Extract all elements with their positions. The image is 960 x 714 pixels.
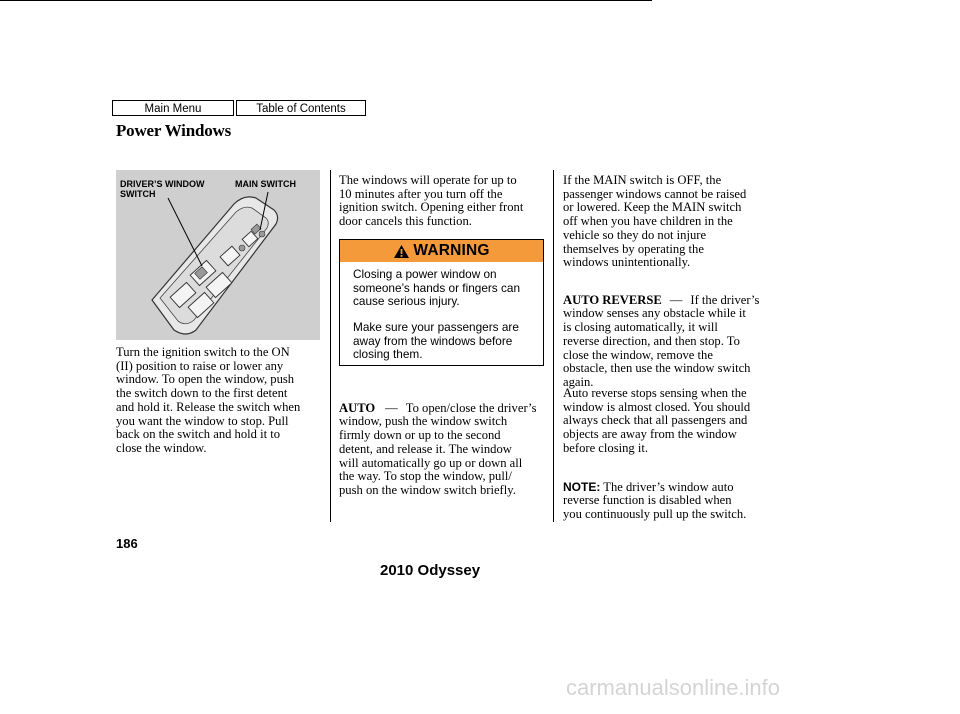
driver-window-switch-label: DRIVER’S WINDOW SWITCH (120, 179, 205, 199)
warning-text-passengers: Make sure your passengers are away from the windows before closing them. (353, 320, 519, 361)
title-rule (0, 0, 652, 1)
auto-reverse-sensing-paragraph: Auto reverse stops sensing when the window is almost closed. You should always check that all passengers and objects are away from the window before closing it. (563, 386, 751, 455)
door-panel-drawing (116, 170, 320, 340)
warning-header (340, 240, 543, 262)
warning-box (339, 239, 544, 366)
model-name: 2010 Odyssey (380, 562, 481, 579)
main-menu-button[interactable]: Main Menu (112, 100, 234, 116)
warning-text-injury: Closing a power window on someone’s hands or fingers can cause serious injury. (353, 267, 521, 308)
note-text: The driver’s window auto reverse function is disabled when you continuously pull up the switch. (563, 479, 747, 522)
auto-reverse-dash: — (669, 292, 683, 307)
column-divider-1 (330, 170, 331, 522)
page-title: Power Windows (116, 121, 232, 140)
operate-after-off-paragraph: The windows will operate for up to 10 minutes after you turn off the ignition switch. Opening either front door cancels this function. (339, 173, 524, 229)
auto-paragraph (339, 388, 551, 498)
watermark: carmanualsonline.info (566, 675, 781, 700)
window-switch-illustration (116, 170, 320, 340)
table-of-contents-button[interactable]: Table of Contents (236, 100, 366, 116)
auto-heading: AUTO (339, 400, 376, 415)
page-number: 186 (116, 536, 138, 551)
auto-reverse-paragraph (563, 280, 775, 390)
warning-triangle-icon (393, 244, 410, 259)
warning-label: WARNING (413, 242, 490, 259)
auto-dash: — (385, 400, 398, 415)
auto-reverse-text: If the driver’s window senses any obstacle while it is closing automatically, it will reverse direction, and then stop. To close the window, remove the obstacle, then use the window switch again. (563, 292, 760, 389)
auto-text: To open/close the driver’s window, push the window switch firmly down or up to the second detent, and release it. The window will automatically go up or down all the way. To stop the window, pull/ push on the window switch briefly. (339, 400, 537, 497)
main-switch-label: MAIN SWITCH (235, 179, 296, 189)
main-switch-paragraph: If the MAIN switch is OFF, the passenger windows cannot be raised or lowered. Keep the MAIN switch off when you have children in the vehicle so they do not injure themselves by operating the windows unintentionally. (563, 173, 747, 270)
ignition-paragraph: Turn the ignition switch to the ON (II) position to raise or lower any window. To open the window, push the switch down to the first detent and hold it. Release the switch when you want the window to stop. Pull back on the switch and hold it to close the window. (116, 345, 301, 455)
note-heading: NOTE: (563, 479, 601, 494)
note-paragraph (563, 467, 775, 522)
auto-reverse-heading: AUTO REVERSE (563, 292, 662, 307)
column-divider-2 (553, 170, 554, 522)
